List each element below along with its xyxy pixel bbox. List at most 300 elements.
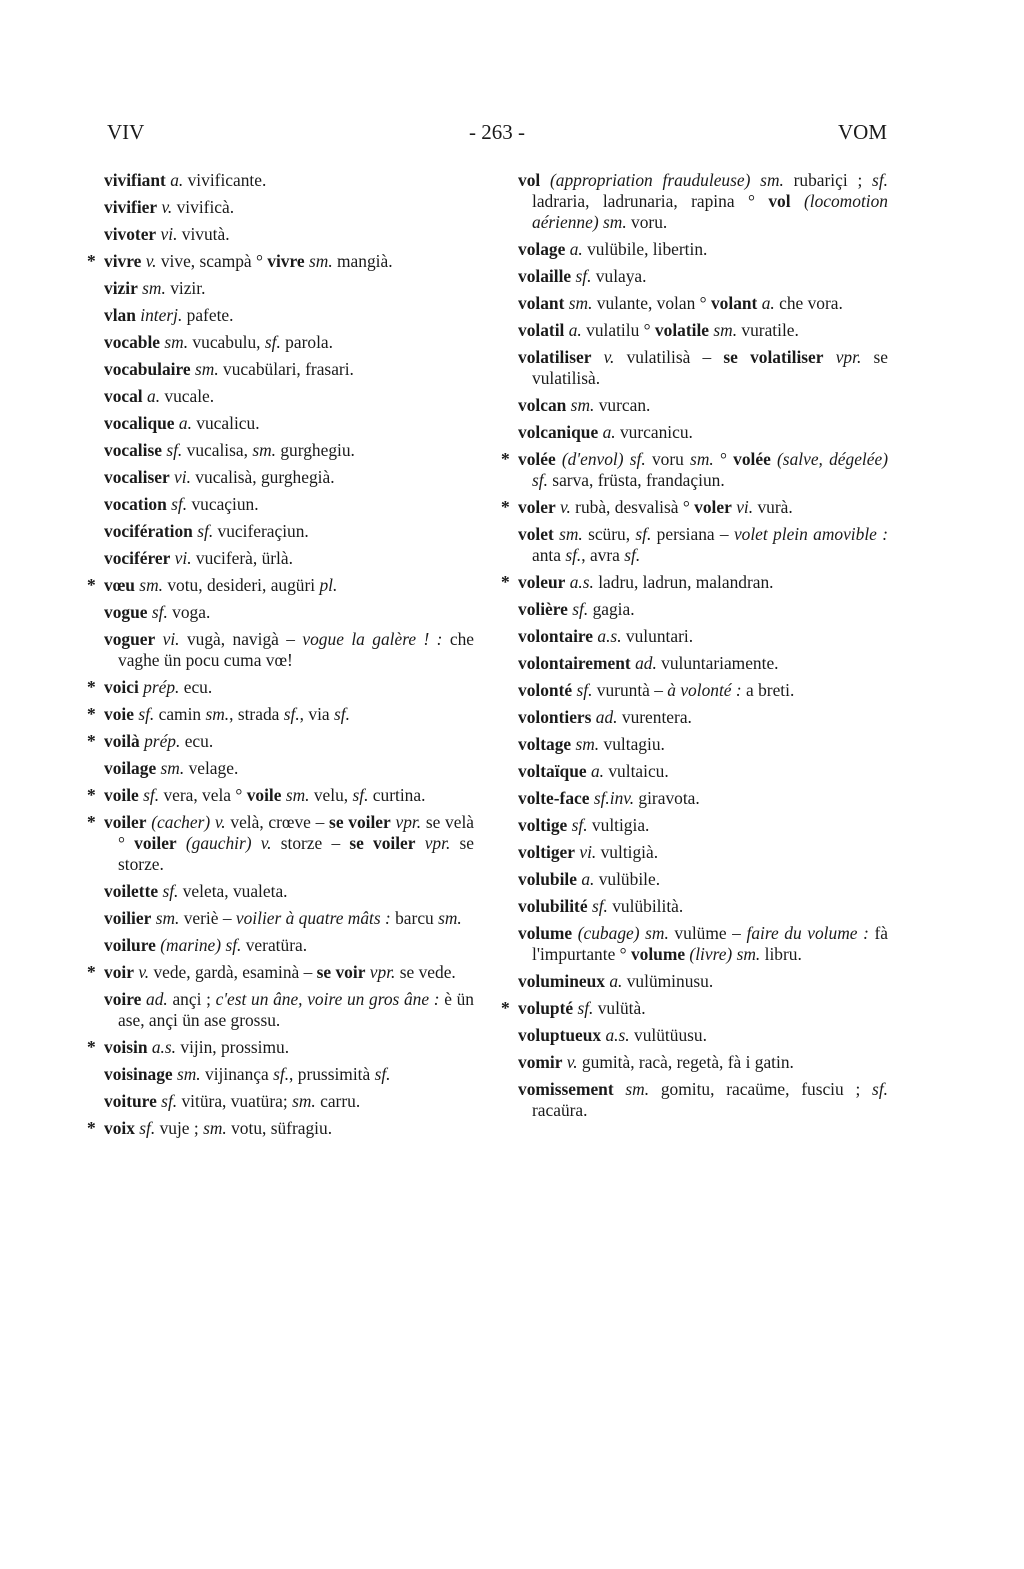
dictionary-entry — [87, 812, 474, 875]
headword: voltige — [518, 815, 568, 835]
grammar-note: voilier à quatre mâts : — [235, 908, 391, 928]
dictionary-entry — [518, 1079, 888, 1121]
definition-text: vulübile. — [594, 869, 661, 889]
asterisk-marker: * — [87, 251, 96, 271]
headword: voisinage — [104, 1064, 173, 1084]
grammar-note: sm. — [645, 923, 669, 943]
asterisk-marker: * — [87, 1118, 96, 1138]
definition-text: libru. — [760, 944, 802, 964]
grammar-note: vpr. — [424, 833, 451, 853]
definition-text: vucale. — [160, 386, 215, 406]
definition-text: veleta, vualeta. — [178, 881, 288, 901]
grammar-note: interj. — [140, 305, 183, 325]
dictionary-entry — [104, 1091, 474, 1112]
definition-text: vultaicu. — [604, 761, 669, 781]
headword: volcanique — [518, 422, 599, 442]
definition-text: storze – — [271, 833, 350, 853]
headword: voilà — [104, 731, 140, 751]
headword: vivoter — [104, 224, 157, 244]
dictionary-entry — [518, 869, 888, 890]
grammar-note: a.s. — [605, 1025, 630, 1045]
dictionary-entry — [518, 734, 888, 755]
dictionary-entry — [104, 881, 474, 902]
grammar-note: (locomotion aérienne) — [532, 191, 888, 232]
dictionary-entry — [87, 1118, 474, 1139]
definition-text: gurghegiu. — [276, 440, 355, 460]
headword: vociférer — [104, 548, 171, 568]
definition-text — [614, 1079, 626, 1099]
definition-text: vucaçiun. — [187, 494, 259, 514]
grammar-note: sf.inv. — [593, 788, 635, 808]
grammar-note: sf. — [283, 704, 300, 724]
grammar-note: sf. — [139, 1118, 156, 1138]
definition-text: vuluntariamente. — [656, 653, 779, 673]
headword: se voir — [316, 962, 366, 982]
definition-text: vultagiu. — [599, 734, 665, 754]
grammar-note: pl. — [319, 575, 338, 595]
grammar-note: sm. — [309, 251, 333, 271]
headword: volaille — [518, 266, 572, 286]
grammar-note: vpr. — [395, 812, 422, 832]
dictionary-entry — [518, 626, 888, 647]
definition-text: vultigia. — [587, 815, 650, 835]
headword: voluptueux — [518, 1025, 602, 1045]
definition-text: a breti. — [741, 680, 795, 700]
definition-text: velu, — [309, 785, 353, 805]
dictionary-entry — [518, 896, 888, 917]
definition-text: vuje ; — [155, 1118, 204, 1138]
definition-text: persiana – — [651, 524, 734, 544]
grammar-note: sf. — [575, 266, 592, 286]
headword: voltage — [518, 734, 572, 754]
grammar-note: vi. — [162, 629, 180, 649]
headword: voie — [104, 704, 134, 724]
headword: volcan — [518, 395, 567, 415]
headword: vocalise — [104, 440, 162, 460]
definition-text: curtina. — [368, 785, 426, 805]
dictionary-entry — [104, 359, 474, 380]
grammar-note: prép. — [144, 731, 181, 751]
headword: voltaïque — [518, 761, 587, 781]
headword: volée — [733, 449, 771, 469]
definition-text: voga. — [167, 602, 211, 622]
definition-text: vurcan. — [594, 395, 651, 415]
grammar-note: sf. — [143, 785, 160, 805]
dictionary-entry — [87, 785, 474, 806]
dictionary-entry — [104, 989, 474, 1031]
asterisk-marker: * — [501, 572, 510, 592]
headword: vœu — [104, 575, 135, 595]
headword: voile — [104, 785, 139, 805]
dictionary-entry — [87, 677, 474, 698]
headword: volatiliser — [518, 347, 592, 367]
definition-text: vuratile. — [737, 320, 799, 340]
dictionary-entry — [518, 266, 888, 287]
dictionary-entry — [104, 1064, 474, 1085]
definition-text: rubà, desvalisà ° — [570, 497, 695, 517]
headword: voisin — [104, 1037, 148, 1057]
grammar-note: ad. — [635, 653, 657, 673]
grammar-note: v. — [145, 251, 157, 271]
grammar-note: v. — [603, 347, 615, 367]
headword: voici — [104, 677, 139, 697]
dictionary-entry — [104, 467, 474, 488]
definition-text: vive, scampà ° — [156, 251, 268, 271]
grammar-note: sf. — [571, 815, 588, 835]
headword: voir — [104, 962, 134, 982]
definition-text: vivificante. — [183, 170, 267, 190]
grammar-note: sf. — [872, 1079, 888, 1099]
grammar-note: sm. — [285, 785, 310, 805]
headword: vocable — [104, 332, 161, 352]
dictionary-entry — [104, 413, 474, 434]
definition-text: vulübile, libertin. — [582, 239, 708, 259]
grammar-note: sf. — [635, 524, 652, 544]
headword: volatile — [654, 320, 710, 340]
definition-text: ladraria, ladrunaria, rapina ° — [532, 191, 769, 211]
headword: vocation — [104, 494, 167, 514]
grammar-note: sf. — [629, 449, 646, 469]
headword: voiler — [104, 812, 147, 832]
definition-text: vuluntari. — [621, 626, 694, 646]
right-column — [501, 170, 888, 1127]
definition-text — [824, 347, 836, 367]
definition-text: vulütüusu. — [629, 1025, 707, 1045]
grammar-note: a. — [568, 320, 582, 340]
definition-text: vurcanicu. — [615, 422, 693, 442]
dictionary-entry — [501, 572, 888, 593]
definition-text: , avra — [581, 545, 625, 565]
dictionary-entry — [518, 293, 888, 314]
headword: voilage — [104, 758, 157, 778]
header-right-guideword: VOM — [837, 120, 887, 144]
asterisk-marker: * — [501, 497, 510, 517]
dictionary-entry — [518, 599, 888, 620]
dictionary-entry — [87, 962, 474, 983]
definition-text: se storze. — [118, 833, 474, 874]
grammar-note: sm. — [203, 1118, 227, 1138]
headword: vizir — [104, 278, 138, 298]
headword: voire — [104, 989, 142, 1009]
dictionary-entry — [518, 923, 888, 965]
grammar-note: v. — [566, 1052, 578, 1072]
grammar-note: vpr. — [835, 347, 862, 367]
definition-text: che vaghe ün pocu cuma vœ! — [118, 629, 474, 670]
headword: volet — [518, 524, 554, 544]
grammar-note: sf. — [577, 998, 594, 1018]
grammar-note: (d'envol) — [561, 449, 624, 469]
grammar-note: vi. — [174, 467, 191, 487]
grammar-note: sm. — [195, 359, 219, 379]
grammar-note: sm. — [570, 395, 595, 415]
grammar-note: sf. — [565, 545, 582, 565]
dictionary-entry — [104, 197, 474, 218]
definition-text: vijin, prossimu. — [176, 1037, 290, 1057]
grammar-note: vi. — [579, 842, 597, 862]
grammar-note: a. — [602, 422, 616, 442]
definition-text: carru. — [315, 1091, 361, 1111]
definition-text: che vora. — [774, 293, 843, 313]
headword: voler — [518, 497, 556, 517]
dictionary-entry — [518, 395, 888, 416]
headword: volume — [630, 944, 686, 964]
headword: volonté — [518, 680, 573, 700]
asterisk-marker: * — [87, 962, 96, 982]
headword: se volatiliser — [723, 347, 824, 367]
definition-text — [416, 833, 425, 853]
grammar-note: a. — [569, 239, 583, 259]
dictionary-entry — [518, 842, 888, 863]
headword: vocaliser — [104, 467, 170, 487]
dictionary-entry — [518, 239, 888, 260]
definition-text: scüru, — [582, 524, 636, 544]
grammar-note: volet plein amovible : — [733, 524, 888, 544]
definition-text: votu, desideri, augüri — [162, 575, 320, 595]
headword: vivre — [104, 251, 142, 271]
definition-text: vijinança — [200, 1064, 274, 1084]
dictionary-entry — [87, 704, 474, 725]
dictionary-entry — [518, 761, 888, 782]
definition-text: vulaya. — [591, 266, 647, 286]
definition-text: giravota. — [634, 788, 700, 808]
definition-text: vulante, volan ° — [592, 293, 711, 313]
definition-text: anta — [532, 545, 566, 565]
dictionary-entry — [104, 332, 474, 353]
dictionary-entry — [518, 971, 888, 992]
headword: vol — [768, 191, 791, 211]
asterisk-marker: * — [87, 812, 96, 832]
definition-text: sarva, früsta, frandaçiun. — [547, 470, 725, 490]
headword: se voiler — [329, 812, 391, 832]
headword: volière — [518, 599, 568, 619]
asterisk-marker: * — [87, 1037, 96, 1057]
headword: volume — [518, 923, 573, 943]
definition-text: vulüme – — [668, 923, 747, 943]
definition-text: veratüra. — [241, 935, 308, 955]
headword: voiler — [134, 833, 177, 853]
definition-text — [177, 833, 186, 853]
definition-text: gumità, racà, regetà, fà i gatin. — [577, 1052, 794, 1072]
definition-text: vurentera. — [617, 707, 692, 727]
headword: voler — [694, 497, 732, 517]
grammar-note: a. — [590, 761, 605, 781]
dictionary-entry — [87, 251, 474, 272]
headword: volatil — [518, 320, 565, 340]
dictionary-entry — [104, 224, 474, 245]
left-column — [87, 170, 474, 1145]
grammar-note: vi. — [174, 548, 192, 568]
definition-text: fà l'impurtante ° — [532, 923, 888, 964]
dictionary-entry — [518, 320, 888, 341]
asterisk-marker: * — [501, 998, 510, 1018]
grammar-note: sm. — [205, 704, 230, 724]
definition-text: se vulatilisà. — [532, 347, 888, 388]
definition-text: se vede. — [395, 962, 456, 982]
grammar-note: vi. — [160, 224, 178, 244]
grammar-note: sf. — [591, 896, 608, 916]
headword: volontaire — [518, 626, 594, 646]
definition-text: vitüra, vuatüra; — [177, 1091, 293, 1111]
dictionary-entry — [104, 278, 474, 299]
asterisk-marker: * — [501, 449, 510, 469]
definition-text: ° — [713, 449, 734, 469]
grammar-note: sm. — [713, 320, 738, 340]
definition-text: velà, crœve – — [225, 812, 330, 832]
grammar-note: prép. — [143, 677, 180, 697]
headword: volontairement — [518, 653, 631, 673]
definition-text: vulübilità. — [607, 896, 684, 916]
grammar-note: sm. — [575, 734, 600, 754]
headword: voilure — [104, 935, 156, 955]
definition-text: vuruntà – — [592, 680, 668, 700]
headword: voleur — [518, 572, 566, 592]
grammar-note: sm. — [142, 278, 166, 298]
header-left-guideword: VIV — [107, 120, 145, 144]
definition-text: camin — [154, 704, 206, 724]
grammar-note: sf. — [624, 545, 641, 565]
definition-text: vugà, navigà – — [179, 629, 303, 649]
headword: volupté — [518, 998, 574, 1018]
grammar-note: a.s. — [597, 626, 622, 646]
definition-text: se velà ° — [118, 812, 474, 853]
definition-text: vulatilu ° — [581, 320, 655, 340]
definition-text: parola. — [280, 332, 333, 352]
definition-text — [252, 833, 261, 853]
grammar-note: sf. — [162, 881, 179, 901]
dictionary-entry — [104, 908, 474, 929]
headword: volte-face — [518, 788, 590, 808]
grammar-note: v. — [138, 962, 150, 982]
dictionary-entry — [87, 1037, 474, 1058]
grammar-note: sf. — [333, 704, 350, 724]
definition-text: voru — [645, 449, 691, 469]
headword: vocalique — [104, 413, 175, 433]
definition-text: vulüminusu. — [622, 971, 714, 991]
dictionary-entry — [501, 497, 888, 518]
dictionary-entry — [87, 575, 474, 596]
grammar-note: sm. — [160, 758, 185, 778]
headword: vol — [518, 170, 541, 190]
definition-text — [155, 629, 162, 649]
definition-text: vultigià. — [596, 842, 659, 862]
grammar-note: sf. — [532, 470, 548, 490]
grammar-note: (cubage) — [577, 923, 640, 943]
headword: vocabulaire — [104, 359, 191, 379]
grammar-note: ad. — [595, 707, 618, 727]
definition-text: ecu. — [179, 677, 213, 697]
definition-text: gagia. — [588, 599, 635, 619]
dictionary-entry — [104, 602, 474, 623]
dictionary-entry — [501, 998, 888, 1019]
dictionary-entry — [104, 440, 474, 461]
grammar-note: a.s. — [569, 572, 594, 592]
definition-text: , prussimità — [289, 1064, 375, 1084]
grammar-note: sm. — [438, 908, 462, 928]
page-header — [107, 120, 887, 152]
grammar-note: v. — [161, 197, 173, 217]
dictionary-entry — [518, 1025, 888, 1046]
headword: voiture — [104, 1091, 157, 1111]
grammar-note: a. — [170, 170, 184, 190]
definition-text: ladru, ladrun, malandran. — [593, 572, 774, 592]
grammar-note: sf. — [374, 1064, 391, 1084]
asterisk-marker: * — [87, 677, 96, 697]
grammar-note: sf. — [171, 494, 188, 514]
grammar-note: sf. — [197, 521, 214, 541]
grammar-note: a. — [581, 869, 595, 889]
headword: vivifiant — [104, 170, 166, 190]
headword: voilier — [104, 908, 152, 928]
headword: volubilité — [518, 896, 588, 916]
grammar-note: sm. — [690, 449, 714, 469]
dictionary-entry — [104, 386, 474, 407]
dictionary-entry — [518, 347, 888, 389]
definition-text — [791, 191, 804, 211]
grammar-note: sm. — [139, 575, 163, 595]
definition-text: vulütà. — [593, 998, 646, 1018]
grammar-note: sm. — [164, 332, 189, 352]
definition-text: ançi ; — [167, 989, 216, 1009]
headword: vocifération — [104, 521, 193, 541]
grammar-note: sm. — [625, 1079, 650, 1099]
definition-text: vucabülari, frasari. — [218, 359, 354, 379]
dictionary-entry — [518, 788, 888, 809]
grammar-note: sm. — [760, 170, 784, 190]
grammar-note: sm. — [176, 1064, 201, 1084]
headword: vivifier — [104, 197, 158, 217]
definition-text — [540, 170, 550, 190]
grammar-note: (livre) — [689, 944, 733, 964]
definition-text: vivutà. — [177, 224, 230, 244]
definition-text — [591, 347, 603, 367]
grammar-note: v. — [214, 812, 226, 832]
grammar-note: sf. — [872, 170, 888, 190]
dictionary-entry — [104, 305, 474, 326]
headword: volant — [710, 293, 758, 313]
grammar-note: sf. — [161, 1091, 178, 1111]
headword: volée — [518, 449, 556, 469]
definition-text: ecu. — [180, 731, 214, 751]
definition-text: vucalicu. — [191, 413, 260, 433]
dictionary-entry — [104, 494, 474, 515]
definition-text: vucalisà, gurghegià. — [190, 467, 335, 487]
grammar-note: sf. — [576, 680, 593, 700]
grammar-note: v. — [260, 833, 272, 853]
definition-text: , strada — [229, 704, 284, 724]
grammar-note: sf. — [151, 602, 168, 622]
definition-text: voru. — [626, 212, 668, 232]
dictionary-entry — [104, 170, 474, 191]
grammar-note: sm. — [252, 440, 276, 460]
grammar-note: sm. — [568, 293, 593, 313]
definition-text: barcu — [390, 908, 439, 928]
dictionary-entry — [518, 170, 888, 233]
dictionary-entry — [518, 524, 888, 566]
grammar-note: c'est un âne, voire un gros âne : — [215, 989, 440, 1009]
definition-text: velage. — [184, 758, 239, 778]
headword: vomissement — [518, 1079, 614, 1099]
grammar-note: sf. — [264, 332, 281, 352]
definition-text: vede, gardà, esaminà – — [149, 962, 317, 982]
headword: volubile — [518, 869, 577, 889]
definition-text: vulatilisà – — [614, 347, 724, 367]
dictionary-entry — [104, 521, 474, 542]
asterisk-marker: * — [87, 731, 96, 751]
grammar-note: sm. — [155, 908, 180, 928]
definition-text: vizir. — [165, 278, 206, 298]
asterisk-marker: * — [87, 575, 96, 595]
grammar-note: sf. — [166, 440, 183, 460]
